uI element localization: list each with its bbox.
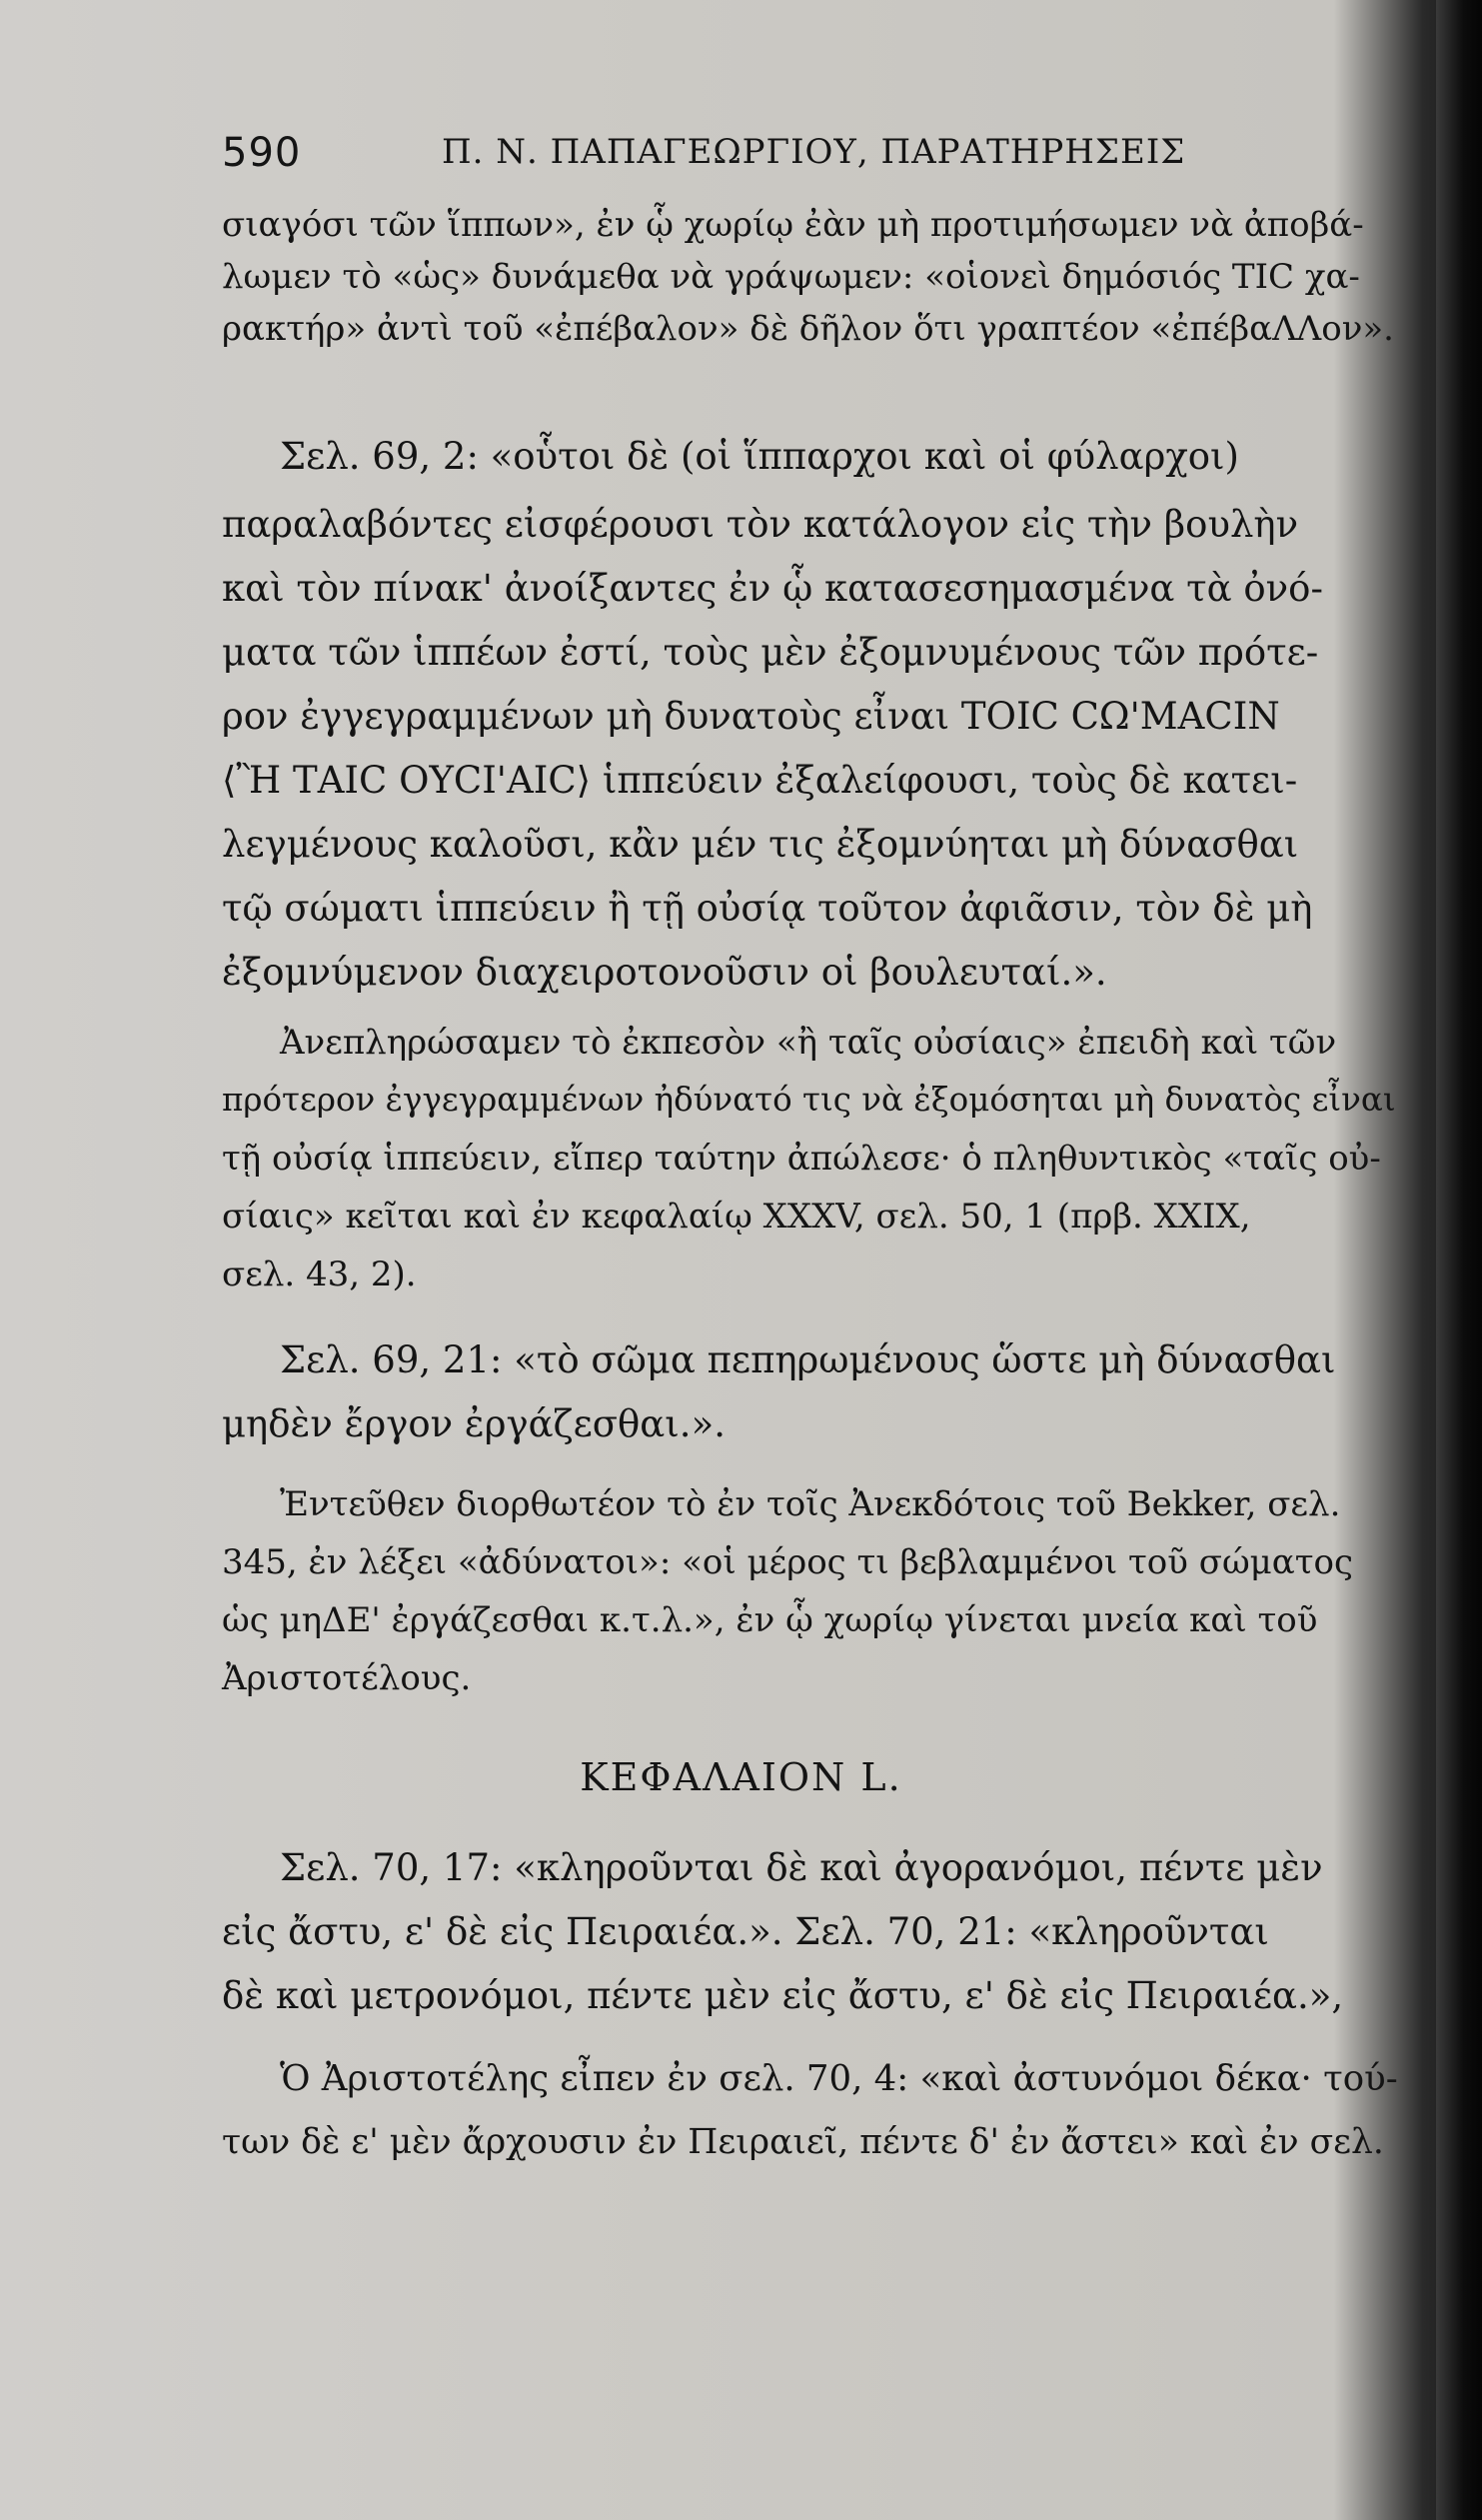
chapter-title: ΚΕΦΑΛΑΙΟΝ L. (580, 1755, 902, 1799)
para2-line: ματα τῶν ἱππέων ἐστί, τοὺς μὲν ἐξομνυμένους τῶν πρότε- (222, 631, 1319, 674)
para1-line: λωμεν τὸ «ὡς» δυνάμεθα νὰ γράψωμεν: «οἱονεὶ δημόσιός ΤΙC χα- (222, 257, 1360, 297)
para2-line: καὶ τὸν πίνακ' ἀνοίξαντες ἐν ᾧ κατασεσημασμένα τὰ ὀνό- (222, 567, 1323, 610)
para1-line: ρακτήρ» ἀντὶ τοῦ «ἐπέβαλον» δὲ δῆλον ὅτι γραπτέον «ἐπέβαΛΛον». (222, 309, 1394, 349)
para2-line: ⟨Ἢ ΤΑΙC ΟΥCΙ'ΑΙC⟩ ἱππεύειν ἐξαλείφουσι, τοὺς δὲ κατει- (222, 759, 1298, 802)
para1-line: σιαγόσι τῶν ἵππων», ἐν ᾧ χωρίῳ ἐὰν μὴ προτιμήσωμεν νὰ ἀποβά- (222, 205, 1364, 245)
para3-line: Ἀνεπληρώσαμεν τὸ ἐκπεσὸν «ἢ ταῖς οὐσίαις» ἐπειδὴ καὶ τῶν (280, 1023, 1337, 1063)
para3-line: σελ. 43, 2). (222, 1255, 417, 1294)
para2-line: ρον ἐγγεγραμμένων μὴ δυνατοὺς εἶναι ΤΟΙC CΩ'ΜΑCΙΝ (222, 695, 1280, 738)
page-number: 590 (222, 130, 302, 176)
para6-line: δὲ καὶ μετρονόμοι, πέντε μὲν εἰς ἄστυ, ε' δὲ εἰς Πειραιέα.», (222, 1974, 1344, 2017)
para4-line: μηδὲν ἔργον ἐργάζεσθαι.». (222, 1402, 726, 1445)
para3-line: σίαις» κεῖται καὶ ἐν κεφαλαίῳ XXXV, σελ. 50, 1 (πρβ. XXIX, (222, 1197, 1251, 1237)
para2-line: τῷ σώματι ἱππεύειν ἢ τῇ οὐσίᾳ τοῦτον ἀφιᾶσιν, τὸν δὲ μὴ (222, 887, 1313, 930)
para7-line: των δὲ ε' μὲν ἄρχουσιν ἐν Πειραιεῖ, πέντε δ' ἐν ἄστει» καὶ ἐν σελ. (222, 2122, 1384, 2162)
para5-line: Ἀριστοτέλους. (222, 1658, 472, 1698)
para3-line: πρότερον ἐγγεγραμμένων ἠδύνατό τις νὰ ἐξομόσηται μὴ δυνατὸς εἶναι (222, 1081, 1396, 1119)
para6-line: Σελ. 70, 17: «κληροῦνται δὲ καὶ ἀγορανόμοι, πέντε μὲν (280, 1846, 1323, 1889)
para5-line: 345, ἐν λέξει «ἀδύνατοι»: «οἱ μέρος τι βεβλαμμένοι τοῦ σώματος (222, 1542, 1354, 1582)
para6-line: εἰς ἄστυ, ε' δὲ εἰς Πειραιέα.». Σελ. 70, 21: «κληροῦνται (222, 1910, 1269, 1953)
para7-line: Ὁ Ἀριστοτέλης εἶπεν ἐν σελ. 70, 4: «καὶ ἀστυνόμοι δέκα· τού- (280, 2058, 1398, 2099)
para2-line: ἐξομνύμενον διαχειροτονοῦσιν οἱ βουλευταί.». (222, 951, 1107, 994)
para2-line: Σελ. 69, 2: «οὗτοι δὲ (οἱ ἵππαρχοι καὶ οἱ φύλαρχοι) (280, 435, 1239, 478)
page-header (222, 130, 1391, 190)
para3-line: τῇ οὐσίᾳ ἱππεύειν, εἴπερ ταύτην ἀπώλεσε· ὁ πληθυντικὸς «ταῖς οὐ- (222, 1139, 1381, 1179)
para2-line: λεγμένους καλοῦσι, κἂν μέν τις ἐξομνύηται μὴ δύνασθαι (222, 823, 1299, 866)
para2-line: παραλαβόντες εἰσφέρουσι τὸν κατάλογον εἰς τὴν βουλὴν (222, 503, 1299, 546)
para5-line: Ἐντεῦθεν διορθωτέον τὸ ἐν τοῖς Ἀνεκδότοις τοῦ Bekker, σελ. (280, 1484, 1341, 1524)
running-head: Π. Ν. ΠΑΠΑΓΕΩΡΓΙΟΥ, ΠΑΡΑΤΗΡΗΣΕΙΣ (442, 132, 1186, 172)
para5-line: ὡς μηΔΕ' ἐργάζεσθαι κ.τ.λ.», ἐν ᾧ χωρίῳ γίνεται μνεία καὶ τοῦ (222, 1600, 1318, 1640)
book-spine-shadow (1436, 0, 1482, 2520)
para4-line: Σελ. 69, 21: «τὸ σῶμα πεπηρωμένους ὥστε μὴ δύνασθαι (280, 1338, 1336, 1381)
